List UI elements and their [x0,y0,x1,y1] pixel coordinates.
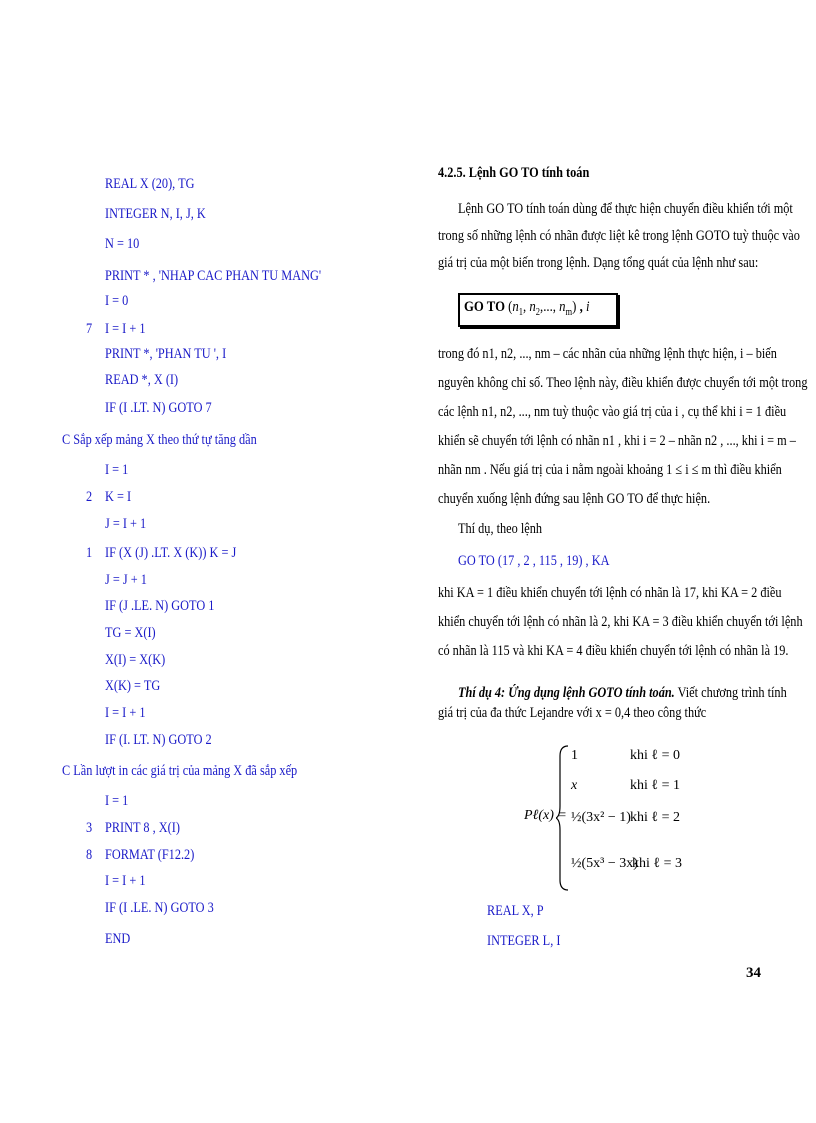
code-line: IF (I .LT. N) GOTO 7 [105,400,212,416]
left-brace [556,744,570,892]
para2-line: các lệnh n1, n2, ..., nm tuỳ thuộc vào giá trị của i , cụ thể khi i = 1 điều [438,404,787,420]
case-3-expr: ½(3x² − 1) [571,810,631,825]
general-form-box: GO TO ($n_1$, $n_2$,..., $n_m$) , i [458,293,618,327]
code-line: END [105,931,131,947]
example4-title: Thí dụ 4: Ứng dụng lệnh GOTO tính toán. [458,685,675,701]
statement-label: 1 [86,545,93,561]
para2-line: trong đó n1, n2, ..., nm – các nhãn của những lệnh thực hiện, i – biến [438,346,777,362]
page-number: 34 [746,965,761,981]
case-2-cond: khi ℓ = 1 [630,778,680,793]
code-line: REAL X (20), TG [105,176,195,192]
case-4-cond: khi ℓ = 3 [632,856,682,871]
case-3-cond: khi ℓ = 2 [630,810,680,825]
code-line: IF (X (J) .LT. X (K)) K = J [105,545,237,561]
case-4-expr: ½(5x³ − 3x) [571,856,638,871]
para2-line: chuyển xuống lệnh đứng sau lệnh GO TO để thực hiện. [438,491,711,507]
code-line: J = J + 1 [105,572,147,588]
code-line: INTEGER N, I, J, K [105,206,206,222]
para3-line: có nhãn là 115 và khi KA = 4 điều khiển chuyển tới lệnh có nhãn là 19. [438,643,789,659]
para3-line: khiển chuyển tới lệnh có nhãn là 2, khi KA = 3 điều khiển chuyển tới lệnh [438,614,803,630]
code-line: IF (I. LT. N) GOTO 2 [105,732,212,748]
example4-line2: giá trị của đa thức Lejandre với x = 0,4 theo công thức [438,705,707,721]
code-line: I = 1 [105,793,129,809]
para1-line: Lệnh GO TO tính toán dùng để thực hiện chuyển điều khiển tới một [458,201,793,217]
example4-rest: Viết chương trình tính [674,685,787,701]
code-line: IF (J .LE. N) GOTO 1 [105,598,215,614]
para2-line: nhãn nm . Nếu giá trị của i nằm ngoài khoảng 1 ≤ i ≤ m thì điều khiển [438,462,782,478]
code-line: I = 1 [105,462,129,478]
statement-label: 8 [86,847,93,863]
statement-label: 7 [86,321,93,337]
example4-line1 [458,683,787,703]
code-line: PRINT 8 , X(I) [105,820,180,836]
code-line: TG = X(I) [105,625,156,641]
example-intro: Thí dụ, theo lệnh [458,521,543,537]
case-1-expr: 1 [571,748,578,763]
code-line: X(I) = X(K) [105,652,166,668]
para2-line: nguyên không chỉ số. Theo lệnh này, điều khiển được chuyển tới một trong [438,375,808,391]
section-heading: 4.2.5. Lệnh GO TO tính toán [438,165,590,181]
code-line: IF (I .LE. N) GOTO 3 [105,900,214,916]
code-line: I = I + 1 [105,321,146,337]
statement-label: 3 [86,820,93,836]
code-line: I = I + 1 [105,705,146,721]
formula-lhs: Pℓ(x) = [524,808,567,823]
code-comment: C Lần lượt in các giá trị của mảng X đã sắp xếp [62,763,298,779]
code-line: N = 10 [105,236,140,252]
code-line: READ *, X (I) [105,372,179,388]
code-line: PRINT * , 'NHAP CAC PHAN TU MANG' [105,268,322,284]
code-line: X(K) = TG [105,678,161,694]
code-integer: INTEGER L, I [487,933,561,949]
code-line: K = I [105,489,132,505]
para3-line: khi KA = 1 điều khiển chuyển tới lệnh có nhãn là 17, khi KA = 2 điều [438,585,782,601]
para2-line: khiển sẽ chuyển tới lệnh có nhãn n1 , khi i = 2 – nhãn n2 , ..., khi i = m – [438,433,796,449]
statement-label: 2 [86,489,93,505]
code-line: J = I + 1 [105,516,147,532]
case-2-expr: x [571,778,578,793]
code-line: FORMAT (F12.2) [105,847,195,863]
case-1-cond: khi ℓ = 0 [630,748,680,763]
para1-line: trong số những lệnh có nhãn được liệt kê trong lệnh GOTO tuỳ thuộc vào [438,228,800,244]
code-line: I = 0 [105,293,129,309]
code-line: I = I + 1 [105,873,146,889]
example-code: GO TO (17 , 2 , 115 , 19) , KA [458,553,610,569]
para1-line: giá trị của một biến trong lệnh. Dạng tổng quát của lệnh như sau: [438,255,759,271]
code-real: REAL X, P [487,903,544,919]
code-line: PRINT *, 'PHAN TU ', I [105,346,227,362]
code-comment: C Sắp xếp mảng X theo thứ tự tăng dần [62,432,257,448]
